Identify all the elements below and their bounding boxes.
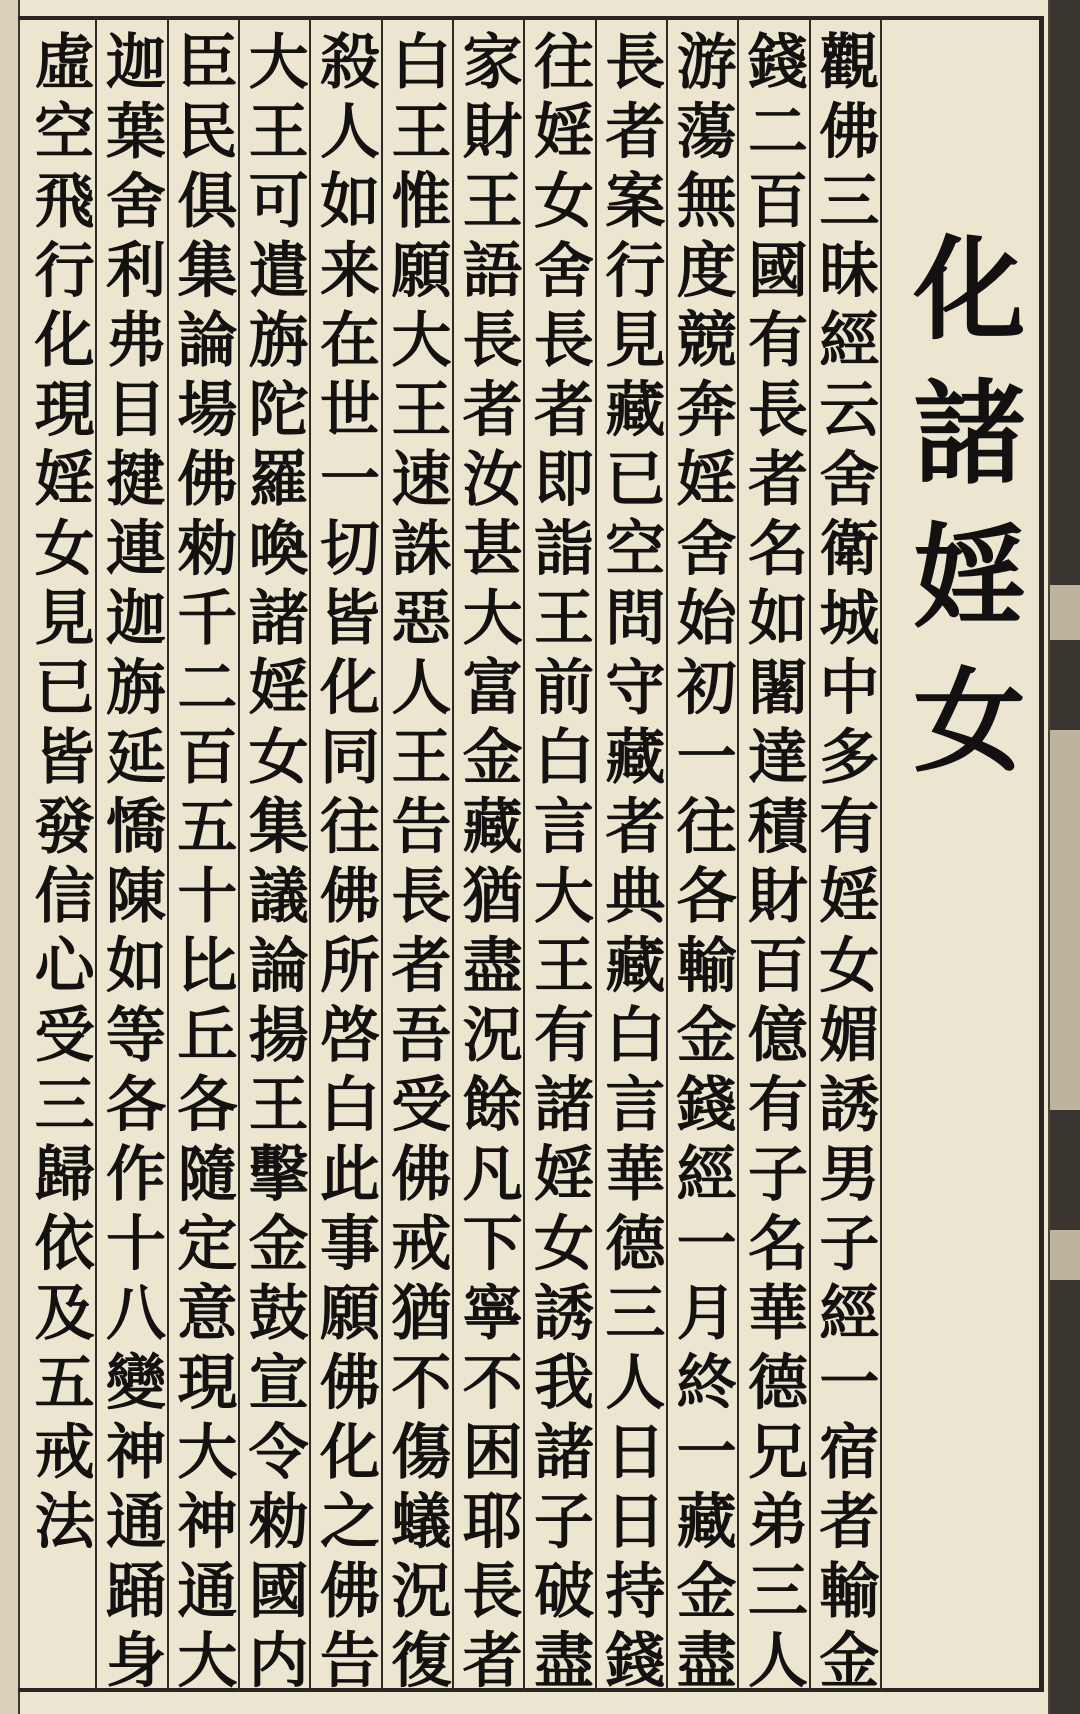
text-column-6: 家財王語長者汝甚大富金藏猶盡況餘凡下寧不困耶長者 bbox=[452, 30, 523, 1698]
column-rule bbox=[167, 16, 169, 1692]
title-column-rule bbox=[880, 16, 882, 1692]
column-rule bbox=[95, 16, 97, 1692]
column-rule bbox=[381, 16, 383, 1692]
text-column-9: 大王可遣旃陀羅喚諸婬女集議論揚王擊金鼓宣令勑國内 bbox=[238, 30, 309, 1698]
column-rule bbox=[595, 16, 597, 1692]
text-column-11: 迦葉舍利弗目揵連迦旃延憍陳如等各作十八變神通踊身 bbox=[96, 30, 166, 1698]
binding-edge bbox=[0, 0, 20, 1714]
next-page-edge bbox=[1048, 0, 1080, 1714]
text-column-8: 殺人如来在世一切皆化同往佛所啓白此事願佛化之佛告 bbox=[310, 30, 380, 1698]
column-rule bbox=[737, 16, 739, 1692]
text-column-5: 往婬女舍長者即詣王前白言大王有諸婬女誘我諸子破盡 bbox=[524, 30, 594, 1698]
column-rule bbox=[238, 16, 240, 1692]
text-column-12: 虛空飛行化現婬女見已皆發信心受三歸依及五戒法 bbox=[24, 30, 95, 1559]
text-column-4: 長者案行見藏已空問守藏者典藏白言華德三人日日持錢 bbox=[595, 30, 666, 1698]
column-rule bbox=[666, 16, 668, 1692]
column-rule bbox=[523, 16, 525, 1692]
text-column-3: 游蕩無度競奔婬舍始初一往各輸金錢經一月終一藏金盡 bbox=[666, 30, 737, 1698]
text-column-10: 臣民俱集論場佛勑千二百五十比丘各隨定意現大神通大 bbox=[167, 30, 238, 1698]
column-rule bbox=[309, 16, 311, 1692]
column-rule bbox=[809, 16, 811, 1692]
text-column-2: 錢二百國有長者名如闍達積財百億有子名華德兄弟三人 bbox=[738, 30, 808, 1698]
text-column-1: 觀佛三昧經云舍衛城中多有婬女媚誘男子經一宿者輸金 bbox=[809, 30, 880, 1698]
text-column-7: 白王惟願大王速誅惡人王告長者吾受佛戒猶不傷蟻況復 bbox=[381, 30, 452, 1698]
page-title: 化諸婬女 bbox=[895, 230, 1026, 806]
column-rule bbox=[452, 16, 454, 1692]
